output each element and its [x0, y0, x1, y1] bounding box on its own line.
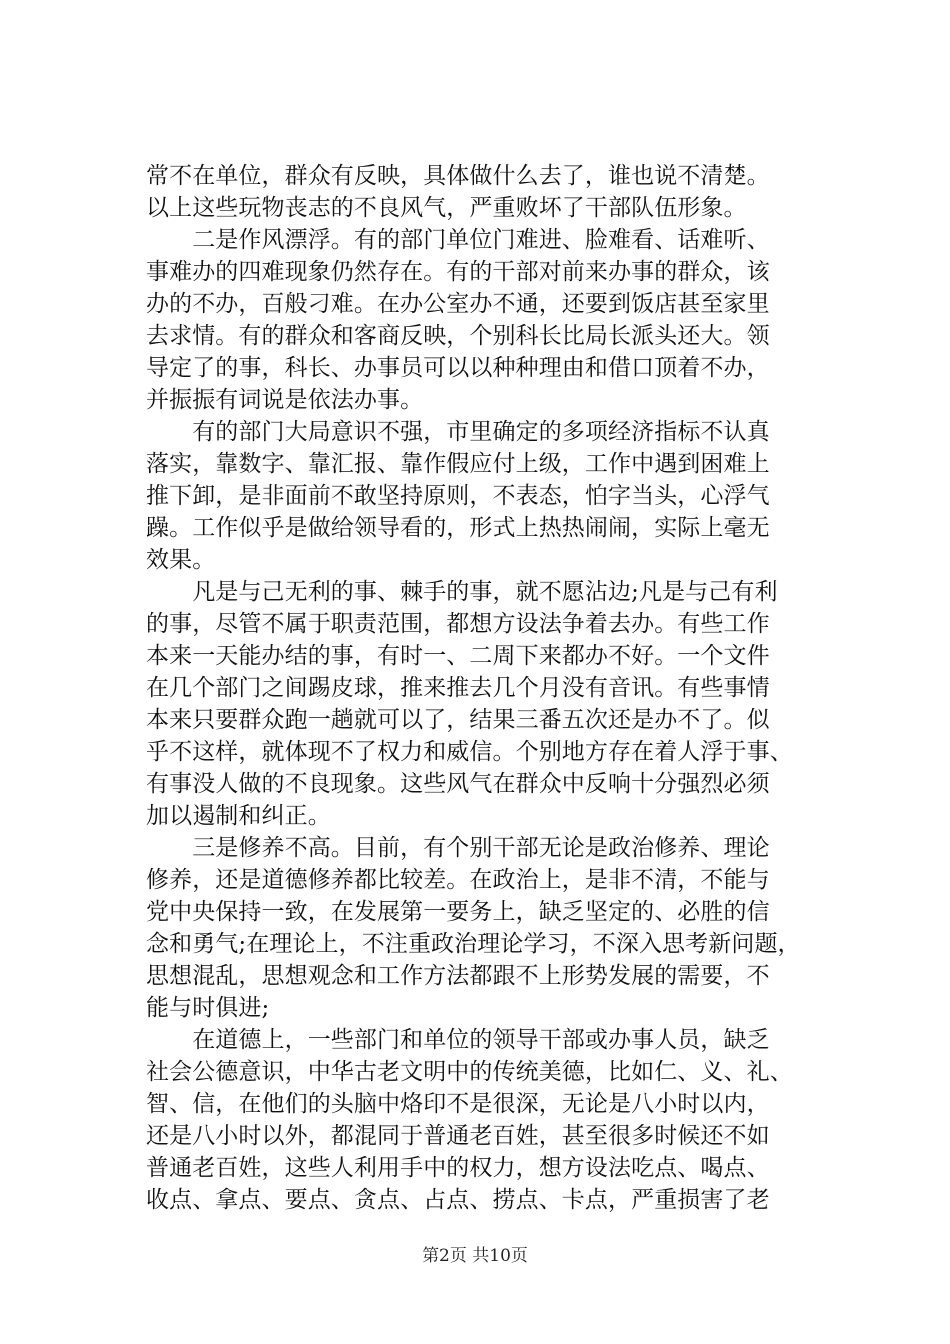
text-line: 党中央保持一致，在发展第一要务上，缺乏坚定的、必胜的信 — [146, 899, 770, 925]
text-line: 本来只要群众跑一趟就可以了，结果三番五次还是办不了。似 — [146, 707, 770, 733]
page-footer: 第2页 共10页 — [422, 1246, 528, 1266]
text-line: 三是修养不高。目前，有个别干部无论是政治修养、理论 — [146, 835, 770, 861]
text-line: 念和勇气;在理论上，不注重政治理论学习，不深入思考新问题， — [146, 931, 801, 957]
document-body — [146, 160, 836, 1216]
text-line: 导定了的事，科长、办事员可以以种种理由和借口顶着不办， — [146, 355, 770, 381]
text-line: 有的部门大局意识不强，市里确定的多项经济指标不认真 — [146, 419, 770, 445]
text-line: 二是作风漂浮。有的部门单位门难进、脸难看、话难听、 — [146, 227, 770, 253]
text-line: 智、信，在他们的头脑中烙印不是很深，无论是八小时以内， — [146, 1091, 770, 1117]
text-line: 本来一天能办结的事，有时一、二周下来都办不好。一个文件 — [146, 643, 770, 669]
text-line: 能与时俱进; — [146, 995, 270, 1021]
text-line: 事难办的四难现象仍然存在。有的干部对前来办事的群众，该 — [146, 259, 770, 285]
text-line: 去求情。有的群众和客商反映，个别科长比局长派头还大。领 — [146, 323, 770, 349]
text-line: 凡是与己无利的事、棘手的事，就不愿沾边;凡是与己有利 — [146, 579, 778, 605]
text-line: 乎不这样，就体现不了权力和威信。个别地方存在着人浮于事、 — [146, 739, 793, 765]
text-line: 的事，尽管不属于职责范围，都想方设法争着去办。有些工作 — [146, 611, 770, 637]
text-line: 思想混乱，思想观念和工作方法都跟不上形势发展的需要，不 — [146, 963, 770, 989]
text-line: 在几个部门之间踢皮球，推来推去几个月没有音讯。有些事情 — [146, 675, 770, 701]
text-line: 普通老百姓，这些人利用手中的权力，想方设法吃点、喝点、 — [146, 1155, 770, 1181]
text-line: 推下卸，是非面前不敢坚持原则，不表态，怕字当头，心浮气 — [146, 483, 770, 509]
text-line: 加以遏制和纠正。 — [146, 803, 331, 829]
text-line: 还是八小时以外，都混同于普通老百姓，甚至很多时候还不如 — [146, 1123, 770, 1149]
text-line: 效果。 — [146, 547, 216, 573]
text-line: 在道德上，一些部门和单位的领导干部或办事人员，缺乏 — [146, 1027, 770, 1053]
text-line: 收点、拿点、要点、贪点、占点、捞点、卡点，严重损害了老 — [146, 1187, 770, 1213]
text-line: 办的不办，百般刁难。在办公室办不通，还要到饭店甚至家里 — [146, 291, 770, 317]
text-line: 并振振有词说是依法办事。 — [146, 387, 424, 413]
text-line: 社会公德意识，中华古老文明中的传统美德，比如仁、义、礼、 — [146, 1059, 793, 1085]
text-line: 常不在单位，群众有反映，具体做什么去了，谁也说不清楚。 — [146, 163, 770, 189]
text-line: 修养，还是道德修养都比较差。在政治上，是非不清，不能与 — [146, 867, 770, 893]
text-line: 以上这些玩物丧志的不良风气，严重败坏了干部队伍形象。 — [146, 195, 747, 221]
text-line: 落实，靠数字、靠汇报、靠作假应付上级，工作中遇到困难上 — [146, 451, 770, 477]
text-line: 有事没人做的不良现象。这些风气在群众中反响十分强烈必须 — [146, 771, 770, 797]
text-line: 躁。工作似乎是做给领导看的，形式上热热闹闹，实际上毫无 — [146, 515, 770, 541]
